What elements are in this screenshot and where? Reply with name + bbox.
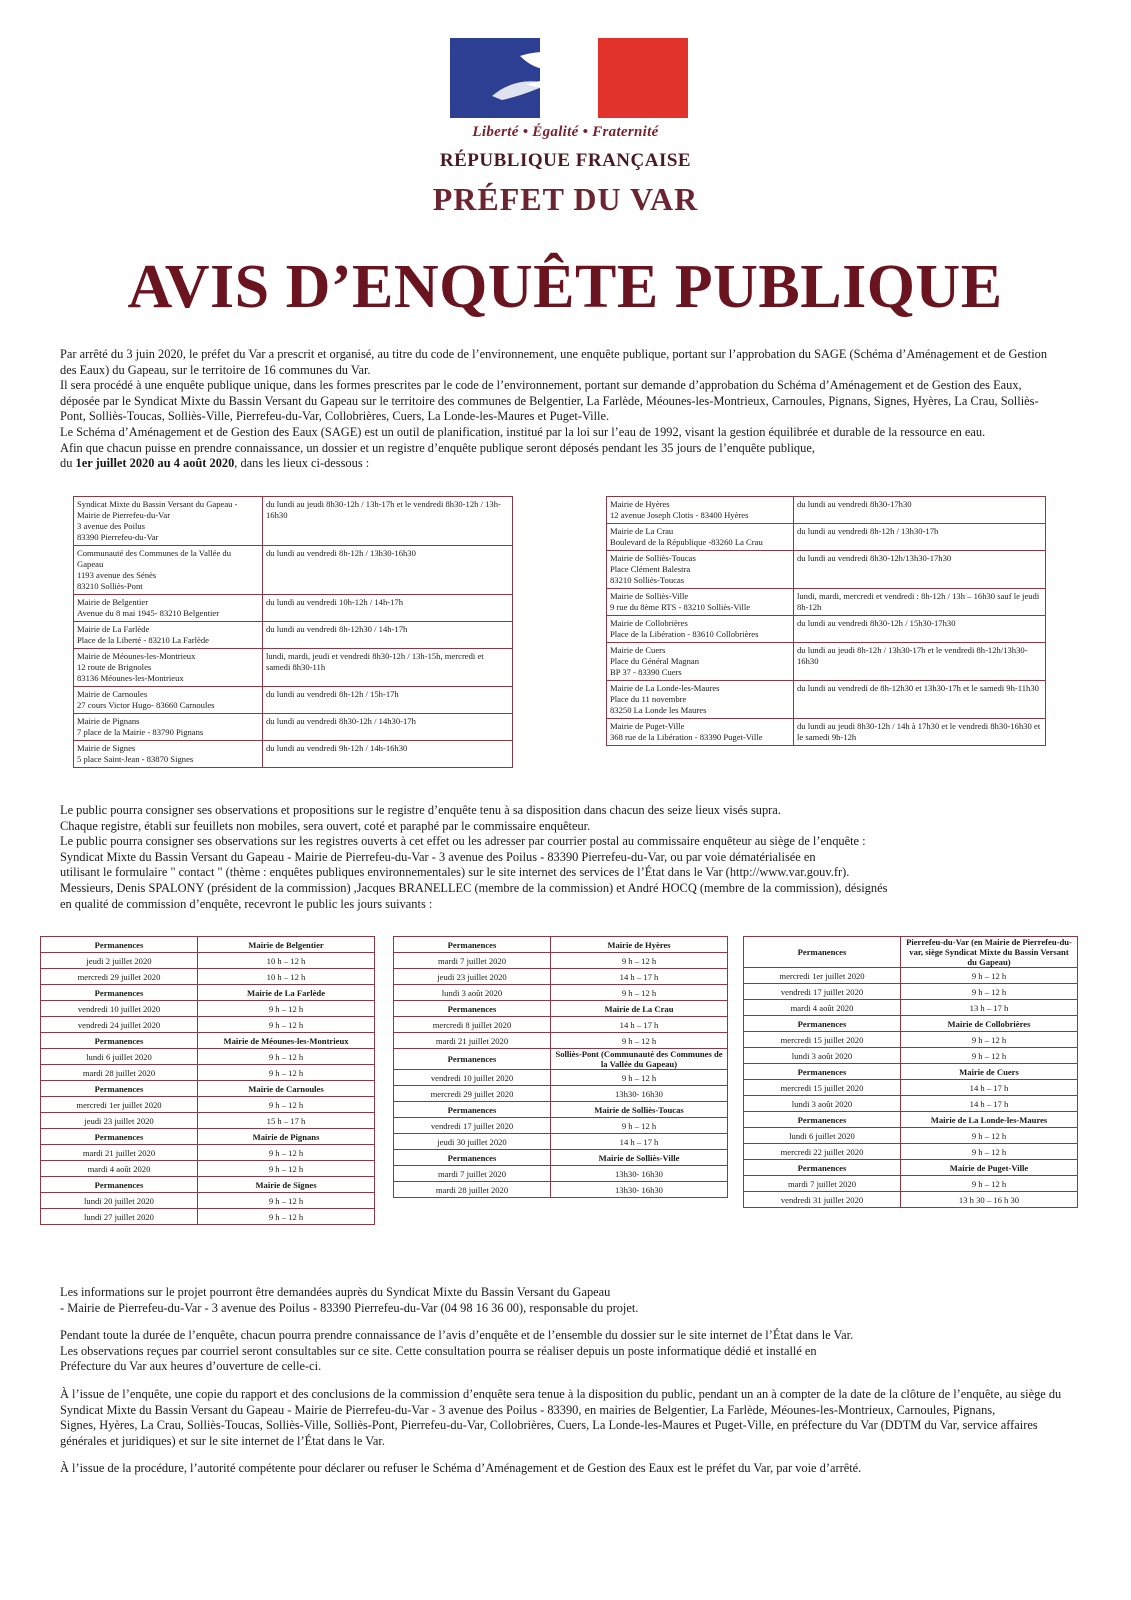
intro-paragraph: Afin que chacun puisse en prendre connaissance, un dossier et un registre d’enquête publique seront déposés pendant les 35 jours de l’enquête publique, (60, 440, 815, 455)
permanence-date: mercredi 15 juillet 2020 (744, 1032, 901, 1048)
permanence-time: 9 h – 12 h (901, 968, 1078, 984)
permanence-header: Permanences (744, 1064, 901, 1080)
closing-paragraph: Les informations sur le projet pourront être demandées auprès du Syndicat Mixte du Bassin Versant du Gapeau - Mairie de Pierrefeu-du-Var - 3 avenue des Poilus - 83390 Pierrefeu-du-Var (04 98 16 36 00), responsable du projet. (60, 1285, 639, 1315)
permanence-date: mercredi 8 juillet 2020 (394, 1017, 551, 1033)
permanence-header-row (394, 937, 728, 953)
permanence-row (41, 1145, 375, 1161)
permanence-row (394, 1017, 728, 1033)
permanence-date: vendredi 10 juillet 2020 (394, 1070, 551, 1086)
location-hours: lundi, mardi, jeudi et vendredi 8h30-12h / 13h-15h, mercredi et samedi 8h30-11h (263, 649, 513, 687)
permanence-header-row (744, 937, 1078, 968)
permanence-row (744, 1144, 1078, 1160)
location-row (74, 497, 513, 546)
permanence-row (394, 1182, 728, 1198)
location-row (74, 714, 513, 741)
permanence-header-row (41, 1129, 375, 1145)
location-hours: du lundi au jeudi 8h-12h / 13h30-17h et le vendredi 8h-12h/13h30-16h30 (794, 643, 1046, 681)
location-row (607, 551, 1046, 589)
permanence-row (394, 1070, 728, 1086)
permanence-header-row (744, 1016, 1078, 1032)
location-address: Mairie de La Londe-les-Maures Place du 11 novembre 83250 La Londe les Maures (607, 681, 794, 719)
location-row (74, 595, 513, 622)
permanence-time: 9 h – 12 h (198, 1049, 375, 1065)
republique-label: RÉPUBLIQUE FRANÇAISE (439, 150, 692, 171)
location-row (607, 497, 1046, 524)
permanence-date: mardi 28 juillet 2020 (394, 1182, 551, 1198)
permanence-date: mardi 7 juillet 2020 (394, 1166, 551, 1182)
intro-paragraph: Le Schéma d’Aménagement et de Gestion des Eaux (SAGE) est un outil de planification, institué par la loi sur l’eau de 1992, visant la gestion équilibrée et durable de la ressource en eau. (60, 424, 986, 439)
permanence-row (394, 953, 728, 969)
permanence-row (41, 969, 375, 985)
permanence-time: 14 h – 17 h (551, 969, 728, 985)
observations-line: en qualité de commission d’enquête, recevront le public les jours suivants : (60, 896, 433, 911)
permanence-date: mardi 7 juillet 2020 (744, 1176, 901, 1192)
permanence-header: Permanences (394, 1150, 551, 1166)
permanence-location: Mairie de Solliès-Toucas (551, 1102, 728, 1118)
permanence-header-row (394, 1001, 728, 1017)
permanence-location: Mairie de Puget-Ville (901, 1160, 1078, 1176)
motto: Liberté • Égalité • Fraternité (472, 124, 659, 140)
permanence-time: 9 h – 12 h (198, 1145, 375, 1161)
intro-text (60, 347, 1060, 472)
permanence-header: Permanences (394, 1102, 551, 1118)
permanence-time: 9 h – 12 h (551, 985, 728, 1001)
permanence-time: 9 h – 12 h (901, 1032, 1078, 1048)
permanence-header: Permanences (744, 937, 901, 968)
location-hours: du lundi au jeudi 8h30-12h / 13h-17h et le vendredi 8h30-12h / 13h-16h30 (263, 497, 513, 546)
permanences-table-3 (743, 936, 1078, 1208)
permanence-date: jeudi 23 juillet 2020 (394, 969, 551, 985)
permanence-row (41, 1113, 375, 1129)
location-row (74, 649, 513, 687)
location-address: Mairie de Carnoules 27 cours Victor Hugo- 83660 Carnoules (74, 687, 263, 714)
permanence-location: Mairie de Pignans (198, 1129, 375, 1145)
permanence-header: Permanences (41, 937, 198, 953)
permanence-time: 9 h – 12 h (198, 1209, 375, 1225)
permanence-time: 9 h – 12 h (901, 1176, 1078, 1192)
permanence-time: 9 h – 12 h (198, 1193, 375, 1209)
location-address: Mairie de Solliès-Toucas Place Clément Balestra 83210 Solliès-Toucas (607, 551, 794, 589)
permanence-row (744, 1176, 1078, 1192)
permanence-header: Permanences (394, 937, 551, 953)
permanence-location: Mairie de La Londe-les-Maures (901, 1112, 1078, 1128)
location-address: Mairie de Belgentier Avenue du 8 mai 1945- 83210 Belgentier (74, 595, 263, 622)
permanence-date: vendredi 17 juillet 2020 (744, 984, 901, 1000)
location-address: Mairie de Puget-Ville 368 rue de la Libération - 83390 Puget-Ville (607, 719, 794, 746)
permanence-time: 9 h – 12 h (551, 1033, 728, 1049)
permanence-time: 9 h – 12 h (198, 1097, 375, 1113)
permanence-header-row (41, 1033, 375, 1049)
location-row (74, 546, 513, 595)
location-address: Mairie de Pignans 7 place de la Mairie - 83790 Pignans (74, 714, 263, 741)
location-address: Communauté des Communes de la Vallée du Gapeau 1193 avenue des Sénès 83210 Solliès-Pont (74, 546, 263, 595)
intro-paragraph: Il sera procédé à une enquête publique unique, dans les formes prescrites par le code de l’environnement, portant sur demande d’approbation du Schéma d’Aménagement et de Gestion des Eaux, déposée par le Syndicat Mixte du Bassin Versant du Gapeau sur le territoire des communes de Belgentier, La Farlède, Méounes-les-Montrieux, Carnoules, Pignans, Signes, Hyères, La Crau, Solliès-Pont, Solliès-Toucas, Solliès-Ville, Pierrefeu-du-Var, Collobrières, Cuers, La Londe-les-Maures et Puget-Ville. (60, 378, 1039, 424)
permanence-date: jeudi 2 juillet 2020 (41, 953, 198, 969)
permanence-header-row (744, 1112, 1078, 1128)
permanence-date: jeudi 30 juillet 2020 (394, 1134, 551, 1150)
permanence-header: Permanences (744, 1112, 901, 1128)
permanence-time: 9 h – 12 h (551, 1118, 728, 1134)
permanence-row (394, 1166, 728, 1182)
permanence-date: mercredi 1er juillet 2020 (41, 1097, 198, 1113)
location-address: Mairie de Méounes-les-Montrieux 12 route de Brignoles 83136 Méounes-les-Montrieux (74, 649, 263, 687)
permanence-header: Permanences (394, 1049, 551, 1070)
permanence-header: Permanences (41, 1033, 198, 1049)
permanence-location: Mairie de Solliès-Ville (551, 1150, 728, 1166)
permanence-time: 9 h – 12 h (901, 1144, 1078, 1160)
location-hours: du lundi au vendredi de 8h-12h30 et 13h30-17h et le samedi 9h-11h30 (794, 681, 1046, 719)
permanence-date: lundi 6 juillet 2020 (41, 1049, 198, 1065)
location-address: Mairie de Signes 5 place Saint-Jean - 83870 Signes (74, 741, 263, 768)
intro-paragraph: Par arrêté du 3 juin 2020, le préfet du Var a prescrit et organisé, au titre du code de l’environnement, une enquête publique, portant sur l’approbation du SAGE (Schéma d’Aménagement et de Gestion des Eaux) du Gapeau, sur le territoire de 16 communes du Var. (60, 347, 1048, 377)
permanence-row (394, 985, 728, 1001)
permanence-row (41, 1209, 375, 1225)
permanence-date: mercredi 29 juillet 2020 (41, 969, 198, 985)
permanence-row (744, 1096, 1078, 1112)
observations-line: Le public pourra consigner ses observations et propositions sur le registre d’enquête tenu à sa disposition dans chacun des seize lieux visés supra. (60, 803, 781, 817)
permanence-date: mardi 21 juillet 2020 (394, 1033, 551, 1049)
observations-line: Chaque registre, établi sur feuillets non mobiles, sera ouvert, coté et paraphé par le commissaire enquêteur. (60, 818, 591, 833)
observations-line: Messieurs, Denis SPALONY (président de la commission) ,Jacques BRANELLEC (membre de la commission) et André HOCQ (membre de la commission), désignés (60, 880, 888, 895)
location-hours: du lundi au vendredi 8h-12h / 13h30-17h (794, 524, 1046, 551)
permanence-location: Solliès-Pont (Communauté des Communes de la Vallée du Gapeau) (551, 1049, 728, 1070)
permanence-row (744, 1080, 1078, 1096)
permanence-time: 9 h – 12 h (198, 1001, 375, 1017)
permanence-header: Permanences (744, 1016, 901, 1032)
permanence-location: Mairie de Belgentier (198, 937, 375, 953)
permanence-header-row (41, 985, 375, 1001)
permanence-time: 13h30- 16h30 (551, 1086, 728, 1102)
permanence-date: mercredi 29 juillet 2020 (394, 1086, 551, 1102)
permanence-row (744, 1032, 1078, 1048)
permanence-header-row (394, 1049, 728, 1070)
permanence-date: mardi 21 juillet 2020 (41, 1145, 198, 1161)
location-hours: du lundi au vendredi 8h-12h30 / 14h-17h (263, 622, 513, 649)
permanence-header: Permanences (41, 1081, 198, 1097)
permanence-row (744, 968, 1078, 984)
permanence-location: Mairie de La Farlède (198, 985, 375, 1001)
permanence-row (41, 1049, 375, 1065)
location-address: Mairie de La Crau Boulevard de la République -83260 La Crau (607, 524, 794, 551)
permanence-date: jeudi 23 juillet 2020 (41, 1113, 198, 1129)
permanence-time: 14 h – 17 h (551, 1017, 728, 1033)
permanence-header: Permanences (41, 985, 198, 1001)
observations-line: Syndicat Mixte du Bassin Versant du Gapeau - Mairie de Pierrefeu-du-Var - 3 avenue des Poilus - 83390 Pierrefeu-du-Var, ou par voie dématérialisée en (60, 849, 816, 864)
permanence-header-row (394, 1150, 728, 1166)
permanence-row (41, 1161, 375, 1177)
location-hours: du lundi au vendredi 10h-12h / 14h-17h (263, 595, 513, 622)
permanence-row (41, 1001, 375, 1017)
marianne-logo (450, 38, 688, 118)
locations-table-left (73, 496, 513, 768)
permanence-date: mercredi 15 juillet 2020 (744, 1080, 901, 1096)
location-address: Mairie de Collobrières Place de la Libération - 83610 Collobrières (607, 616, 794, 643)
permanence-date: mercredi 22 juillet 2020 (744, 1144, 901, 1160)
permanence-row (744, 1128, 1078, 1144)
permanence-date: lundi 20 juillet 2020 (41, 1193, 198, 1209)
permanence-time: 9 h – 12 h (198, 1161, 375, 1177)
permanence-date: mardi 28 juillet 2020 (41, 1065, 198, 1081)
permanence-time: 9 h – 12 h (198, 1065, 375, 1081)
permanence-row (41, 1065, 375, 1081)
location-row (607, 681, 1046, 719)
permanence-row (394, 1086, 728, 1102)
location-hours: du lundi au jeudi 8h30-12h / 14h à 17h30 et le vendredi 8h30-16h30 et le samedi 9h-12h (794, 719, 1046, 746)
permanence-header-row (41, 1081, 375, 1097)
permanence-time: 14 h – 17 h (901, 1080, 1078, 1096)
permanence-location: Mairie de Collobrières (901, 1016, 1078, 1032)
permanence-header: Permanences (744, 1160, 901, 1176)
enquiry-dates: 1er juillet 2020 au 4 août 2020 (75, 456, 235, 471)
permanence-time: 10 h – 12 h (198, 953, 375, 969)
permanence-date: mardi 7 juillet 2020 (394, 953, 551, 969)
permanence-header: Permanences (394, 1001, 551, 1017)
permanence-header-row (41, 937, 375, 953)
permanence-row (744, 1192, 1078, 1208)
permanence-row (41, 1193, 375, 1209)
permanence-time: 10 h – 12 h (198, 969, 375, 985)
permanence-time: 14 h – 17 h (551, 1134, 728, 1150)
location-row (607, 616, 1046, 643)
permanence-time: 15 h – 17 h (198, 1113, 375, 1129)
location-row (607, 643, 1046, 681)
permanence-time: 9 h – 12 h (551, 953, 728, 969)
observations-text (60, 803, 1070, 912)
location-hours: du lundi au vendredi 8h30-12h/13h30-17h30 (794, 551, 1046, 589)
permanence-date: lundi 3 août 2020 (394, 985, 551, 1001)
location-hours: du lundi au vendredi 8h30-12h / 15h30-17h30 (794, 616, 1046, 643)
location-hours: du lundi au vendredi 8h30-12h / 14h30-17h (263, 714, 513, 741)
closing-text (60, 1285, 1070, 1489)
permanence-row (394, 1134, 728, 1150)
observations-line: Le public pourra consigner ses observations sur les registres ouverts à cet effet ou les adresser par courrier postal au commissaire enquêteur au siège de l’enquête : (60, 834, 866, 849)
closing-paragraph: À l’issue de la procédure, l’autorité compétente pour déclarer ou refuser le Schéma d’Aménagement et de Gestion des Eaux est le préfet du Var, par voie d’arrêté. (60, 1461, 862, 1476)
permanence-header: Permanences (41, 1129, 198, 1145)
intro-dates: du 1er juillet 2020 au 4 août 2020, dans les lieux ci-dessous : (60, 456, 370, 471)
permanence-row (41, 953, 375, 969)
permanence-time: 13 h 30 – 16 h 30 (901, 1192, 1078, 1208)
location-hours: du lundi au vendredi 8h-12h / 13h30-16h30 (263, 546, 513, 595)
location-hours: du lundi au vendredi 8h30-17h30 (794, 497, 1046, 524)
closing-paragraph: À l’issue de l’enquête, une copie du rapport et des conclusions de la commission d’enquête sera tenue à la disposition du public, pendant un an à compter de la date de la clôture de l’enquête, au siège du Syndicat Mixte du Bassin Versant du Gapeau - Mairie de Pierrefeu-du-Var - 3 avenue des Poilus - 83390, en mairies de Belgentier, La Farlède, Méounes-les-Montrieux, Carnoules, Pignans, Signes, Hyères, La Crau, Solliès-Toucas, Solliès-Ville, Solliès-Pont, Pierrefeu-du-Var, Collobrières, Cuers, La Londe-les-Maures et Puget-Ville, en préfecture du Var (DDTM du Var, service affaires générales et juridiques) et sur le site internet de l’État dans le Var. (60, 1386, 1062, 1448)
permanence-location: Pierrefeu-du-Var (en Mairie de Pierrefeu-du-var, siège Syndicat Mixte du Bassin Versant du Gapeau) (901, 937, 1078, 968)
closing-paragraph: Pendant toute la durée de l’enquête, chacun pourra prendre connaissance de l’avis d’enquête et de l’ensemble du dossier sur le site internet de l’État dans le Var. Les observations reçues par courriel seront consultables sur ce site. Cette consultation pourra se réaliser depuis un poste informatique dédié et installé en Préfecture du Var aux heures d’ouverture de celle-ci. (60, 1328, 854, 1374)
permanence-date: lundi 3 août 2020 (744, 1096, 901, 1112)
permanence-row (394, 1033, 728, 1049)
location-address: Mairie de Hyères 12 avenue Joseph Clotis - 83400 Hyères (607, 497, 794, 524)
location-address: Mairie de Cuers Place du Général Magnan BP 37 - 83390 Cuers (607, 643, 794, 681)
location-hours: du lundi au vendredi 8h-12h / 15h-17h (263, 687, 513, 714)
permanence-header-row (744, 1160, 1078, 1176)
permanence-row (394, 969, 728, 985)
observations-line: utilisant le formulaire " contact " (thème : enquêtes publiques environnementales) sur le site internet des services de l’État dans le Var (http://www.var.gouv.fr). (60, 865, 850, 880)
permanence-date: mardi 4 août 2020 (744, 1000, 901, 1016)
permanence-date: vendredi 24 juillet 2020 (41, 1017, 198, 1033)
permanence-time: 13h30- 16h30 (551, 1166, 728, 1182)
permanence-time: 9 h – 12 h (901, 1128, 1078, 1144)
prefet-heading: PRÉFET DU VAR (432, 181, 699, 217)
permanence-row (41, 1097, 375, 1113)
permanence-header-row (744, 1064, 1078, 1080)
permanence-row (41, 1017, 375, 1033)
location-row (607, 719, 1046, 746)
permanence-header-row (41, 1177, 375, 1193)
permanence-header: Permanences (41, 1177, 198, 1193)
permanence-row (744, 984, 1078, 1000)
permanences-table-1 (40, 936, 375, 1225)
permanence-time: 14 h – 17 h (901, 1096, 1078, 1112)
permanence-location: Mairie de Cuers (901, 1064, 1078, 1080)
permanence-date: vendredi 31 juillet 2020 (744, 1192, 901, 1208)
permanence-date: vendredi 17 juillet 2020 (394, 1118, 551, 1134)
location-hours: du lundi au vendredi 9h-12h / 14h-16h30 (263, 741, 513, 768)
permanence-date: lundi 27 juillet 2020 (41, 1209, 198, 1225)
permanences-table-2 (393, 936, 728, 1198)
location-row (607, 524, 1046, 551)
page-title: AVIS D’ENQUÊTE PUBLIQUE (127, 253, 1003, 321)
permanence-location: Mairie de La Crau (551, 1001, 728, 1017)
permanence-location: Mairie de Hyères (551, 937, 728, 953)
permanence-time: 9 h – 12 h (198, 1017, 375, 1033)
permanence-row (744, 1048, 1078, 1064)
permanence-time: 9 h – 12 h (901, 984, 1078, 1000)
permanence-date: vendredi 10 juillet 2020 (41, 1001, 198, 1017)
locations-table-right (606, 496, 1046, 746)
location-address: Mairie de La Farlède Place de la Liberté - 83210 La Farlède (74, 622, 263, 649)
location-row (74, 687, 513, 714)
location-hours: lundi, mardi, mercredi et vendredi : 8h-12h / 13h – 16h30 sauf le jeudi 8h-12h (794, 589, 1046, 616)
permanence-time: 9 h – 12 h (551, 1070, 728, 1086)
location-row (74, 741, 513, 768)
permanence-date: mercredi 1er juillet 2020 (744, 968, 901, 984)
permanence-location: Mairie de Signes (198, 1177, 375, 1193)
permanence-row (744, 1000, 1078, 1016)
permanence-time: 13 h – 17 h (901, 1000, 1078, 1016)
permanence-date: mardi 4 août 2020 (41, 1161, 198, 1177)
location-row (74, 622, 513, 649)
location-row (607, 589, 1046, 616)
permanence-location: Mairie de Carnoules (198, 1081, 375, 1097)
location-address: Mairie de Solliès-Ville 9 rue du 8ème RTS - 83210 Solliès-Ville (607, 589, 794, 616)
permanence-header-row (394, 1102, 728, 1118)
permanence-location: Mairie de Méounes-les-Montrieux (198, 1033, 375, 1049)
location-address: Syndicat Mixte du Bassin Versant du Gapeau - Mairie de Pierrefeu-du-Var 3 avenue des Poilus 83390 Pierrefeu-du-Var (74, 497, 263, 546)
permanence-row (394, 1118, 728, 1134)
permanence-time: 13h30- 16h30 (551, 1182, 728, 1198)
permanence-date: lundi 6 juillet 2020 (744, 1128, 901, 1144)
permanence-date: lundi 3 août 2020 (744, 1048, 901, 1064)
permanence-time: 9 h – 12 h (901, 1048, 1078, 1064)
